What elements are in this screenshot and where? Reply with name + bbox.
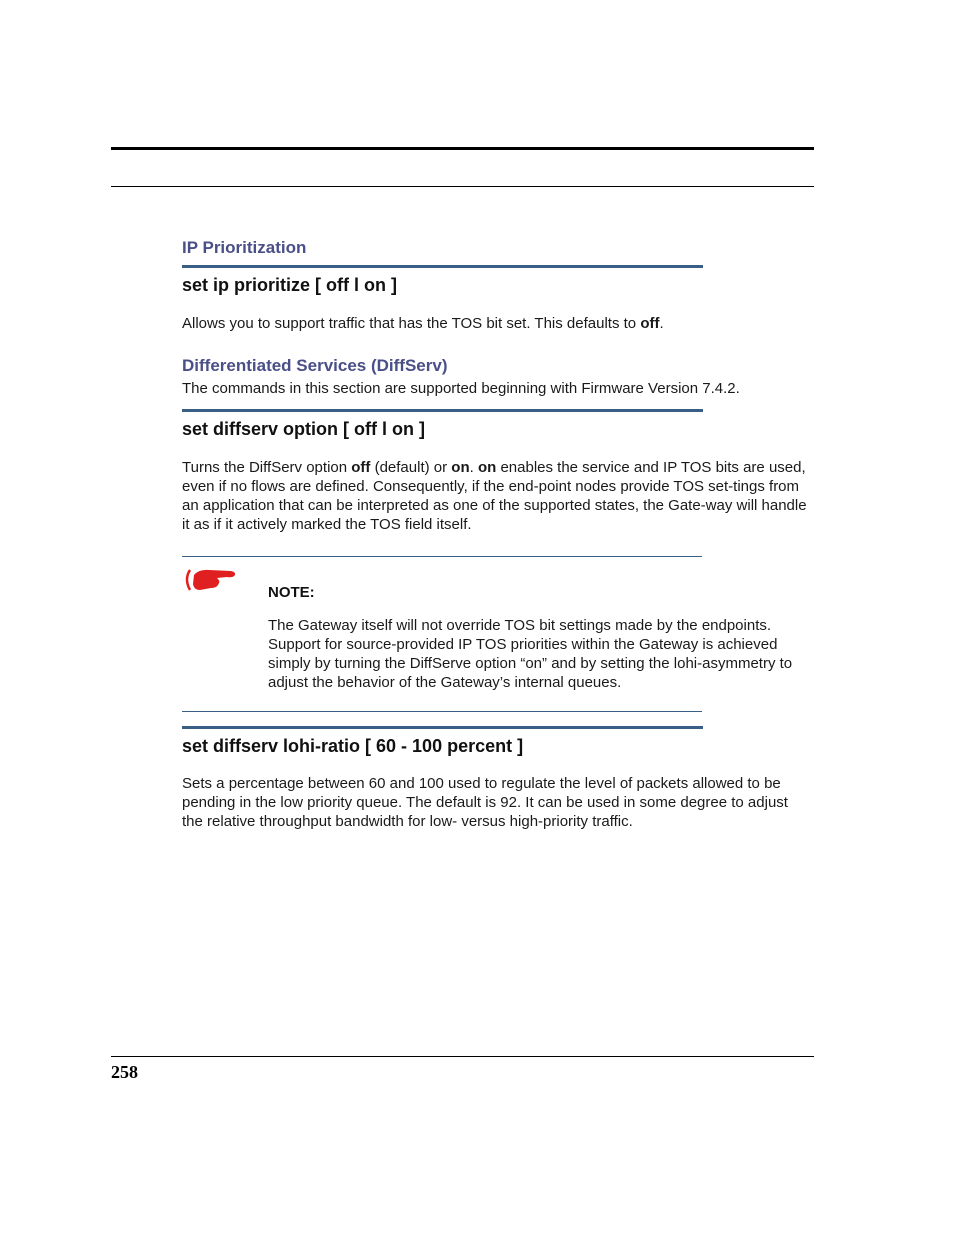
footer-rule <box>111 1056 814 1057</box>
page-number: 258 <box>111 1062 138 1082</box>
diffserv-intro: The commands in this section are supported beginning with Firmware Version 7.4.2. <box>182 380 740 397</box>
header-rule-thick <box>111 147 814 150</box>
note-top-rule <box>182 556 702 557</box>
command-divider <box>182 265 703 268</box>
ip-prioritize-description: Allows you to support traffic that has the TOS bit set. This defaults to off. <box>182 315 664 332</box>
command-divider <box>182 726 703 729</box>
diffserv-lohi-description: Sets a percentage between 60 and 100 used to regulate the level of packets allowed to be pending in the low priority queue. The default is 92. It can be used in some degree to adjust the relative throughput bandwidth for low- versus high-priority traffic. <box>182 775 788 830</box>
pointing-hand-icon <box>183 565 237 595</box>
note-label: NOTE: <box>268 584 315 601</box>
ip-prioritization-heading: IP Prioritization <box>182 238 307 257</box>
diffserv-option-command: set diffserv option [ off l on ] <box>182 419 425 439</box>
diffserv-lohi-command: set diffserv lohi-ratio [ 60 - 100 percent ] <box>182 736 524 756</box>
diffserv-option-description: Turns the DiffServ option off (default) or on. on enables the service and IP TOS bits are used, even if no flows are defined. Consequently, if the end-point nodes provide TOS set-tings from an application that can be interpreted as one of the supported states, the Gate-way will handle it as if it actively marked the TOS field itself. <box>182 459 807 533</box>
diffserv-heading: Differentiated Services (DiffServ) <box>182 356 448 375</box>
note-bottom-rule <box>182 711 702 712</box>
ip-prioritize-command: set ip prioritize [ off l on ] <box>182 275 397 295</box>
command-divider <box>182 409 703 412</box>
header-rule-thin <box>111 186 814 187</box>
note-text: The Gateway itself will not override TOS bit settings made by the endpoints. Support for source-provided IP TOS priorities within the Gateway is achieved simply by turning the DiffServe option “on” and by setting the lohi-asymmetry to adjust the behavior of the Gateway’s internal queues. <box>268 617 793 691</box>
